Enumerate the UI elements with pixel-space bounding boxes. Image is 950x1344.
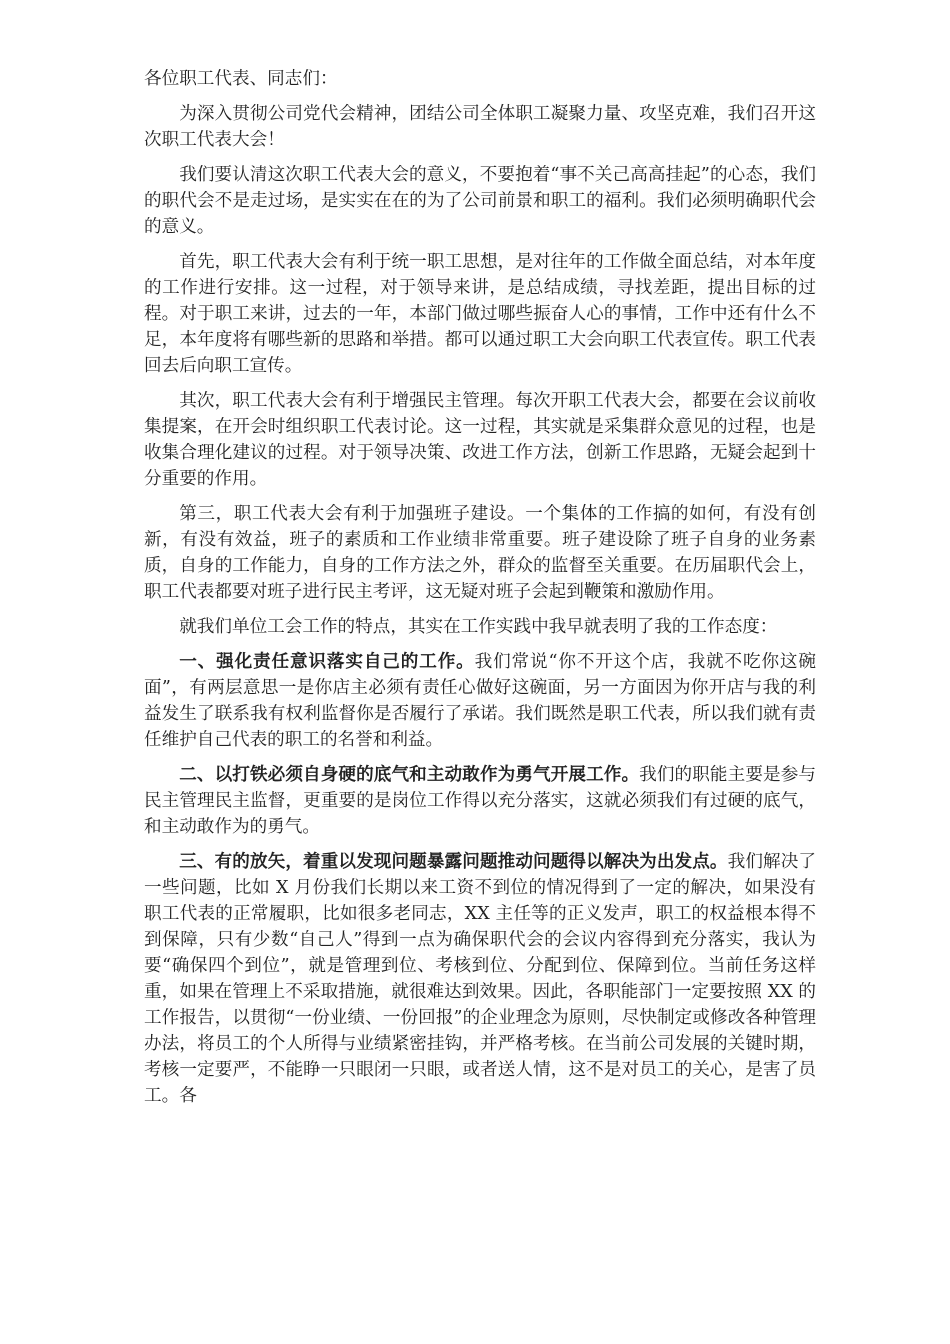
section-2 (144, 762, 816, 840)
section-heading: 三、有的放矢，着重以发现问题暴露问题推动问题得以解决为出发点。 (179, 851, 728, 872)
paragraph-6 (144, 614, 816, 640)
section-heading: 一、强化责任意识落实自己的工作。 (179, 651, 475, 672)
paragraph-5 (144, 501, 816, 605)
section-heading: 二、以打铁必须自身硬的底气和主动敢作为勇气开展工作。 (179, 764, 640, 785)
paragraph-text: 为深入贯彻公司党代会精神，团结公司全体职工凝聚力量、攻坚克难，我们召开这次职工代表大会！ (144, 104, 816, 150)
paragraph-text: 就我们单位工会工作的特点，其实在工作实践中我早就表明了我的工作态度： (179, 617, 778, 637)
greeting: 各位职工代表、同志们： (144, 69, 338, 89)
paragraph-text: 首先，职工代表大会有利于统一职工思想，是对往年的工作做全面总结，对本年度的工作进行安排。这一过程，对于领导来讲，是总结成绩，寻找差距，提出目标的过程。对于职工来讲，过去的一年，本部门做过哪些振奋人心的事情，工作中还有什么不足，本年度将有哪些新的思路和举措。都可以通过职工大会向职工代表宣传。职工代表回去后向职工宣传。 (144, 252, 816, 376)
section-text: 我们常说“你不开这个店，我就不吃你这碗面”，有两层意思一是你店主必须有责任心做好这碗面，另一方面因为你开店与我的利益发生了联系我有权利监督你是否履行了承诺。我们既然是职工代表，所以我们就有责任维护自己代表的职工的名誉和利益。 (144, 652, 816, 750)
section-text: 我们的职能主要是参与民主管理民主监督，更重要的是岗位工作得以充分落实，这就必须我们有过硬的底气，和主动敢作为的勇气。 (144, 765, 816, 837)
document-body (144, 66, 816, 1118)
paragraph-text: 其次，职工代表大会有利于增强民主管理。每次开职工代表大会，都要在会议前收集提案，在开会时组织职工代表讨论。这一过程，其实就是采集群众意见的过程，也是收集合理化建议的过程。对于领导决策、改进工作方法，创新工作思路，无疑会起到十分重要的作用。 (144, 391, 816, 489)
paragraph-text: 我们要认清这次职工代表大会的意义，不要抱着“事不关己高高挂起”的心态，我们的职代会不是走过场，是实实在在的为了公司前景和职工的福利。我们必须明确职代会的意义。 (144, 165, 816, 237)
section-text: 我们解决了一些问题，比如 X 月份我们长期以来工资不到位的情况得到了一定的解决，如果没有职工代表的正常履职，比如很多老同志，XX 主任等的正义发声，职工的权益根本得不到保障，只有少数“自己人”得到一点为确保职代会的会议内容得到充分落实，我认为要“确保四个到位”，就是管理到位、考核到位、分配到位、保障到位。当前任务这样重，如果在管理上不采取措施，就很难达到效果。因此，各职能部门一定要按照 XX 的工作报告，以贯彻“一份业绩、一份回报”的企业理念为原则，尽快制定或修改各种管理办法，将员工的个人所得与业绩紧密挂钩，并严格考核。在当前公司发展的关键时期，考核一定要严，不能睁一只眼闭一只眼，或者送人情，这不是对员工的关心，是害了员工。各 (144, 852, 816, 1106)
paragraph-text: 第三，职工代表大会有利于加强班子建设。一个集体的工作搞的如何，有没有创新，有没有效益，班子的素质和工作业绩非常重要。班子建设除了班子自身的业务素质，自身的工作能力，自身的工作方法之外，群众的监督至关重要。在历届职代会上，职工代表都要对班子进行民主考评，这无疑对班子会起到鞭策和激励作用。 (144, 504, 816, 602)
section-3 (144, 849, 816, 1109)
paragraph-4 (144, 388, 816, 492)
paragraph-1 (144, 101, 816, 153)
section-1 (144, 649, 816, 753)
paragraph-2 (144, 162, 816, 240)
paragraph-3 (144, 249, 816, 379)
